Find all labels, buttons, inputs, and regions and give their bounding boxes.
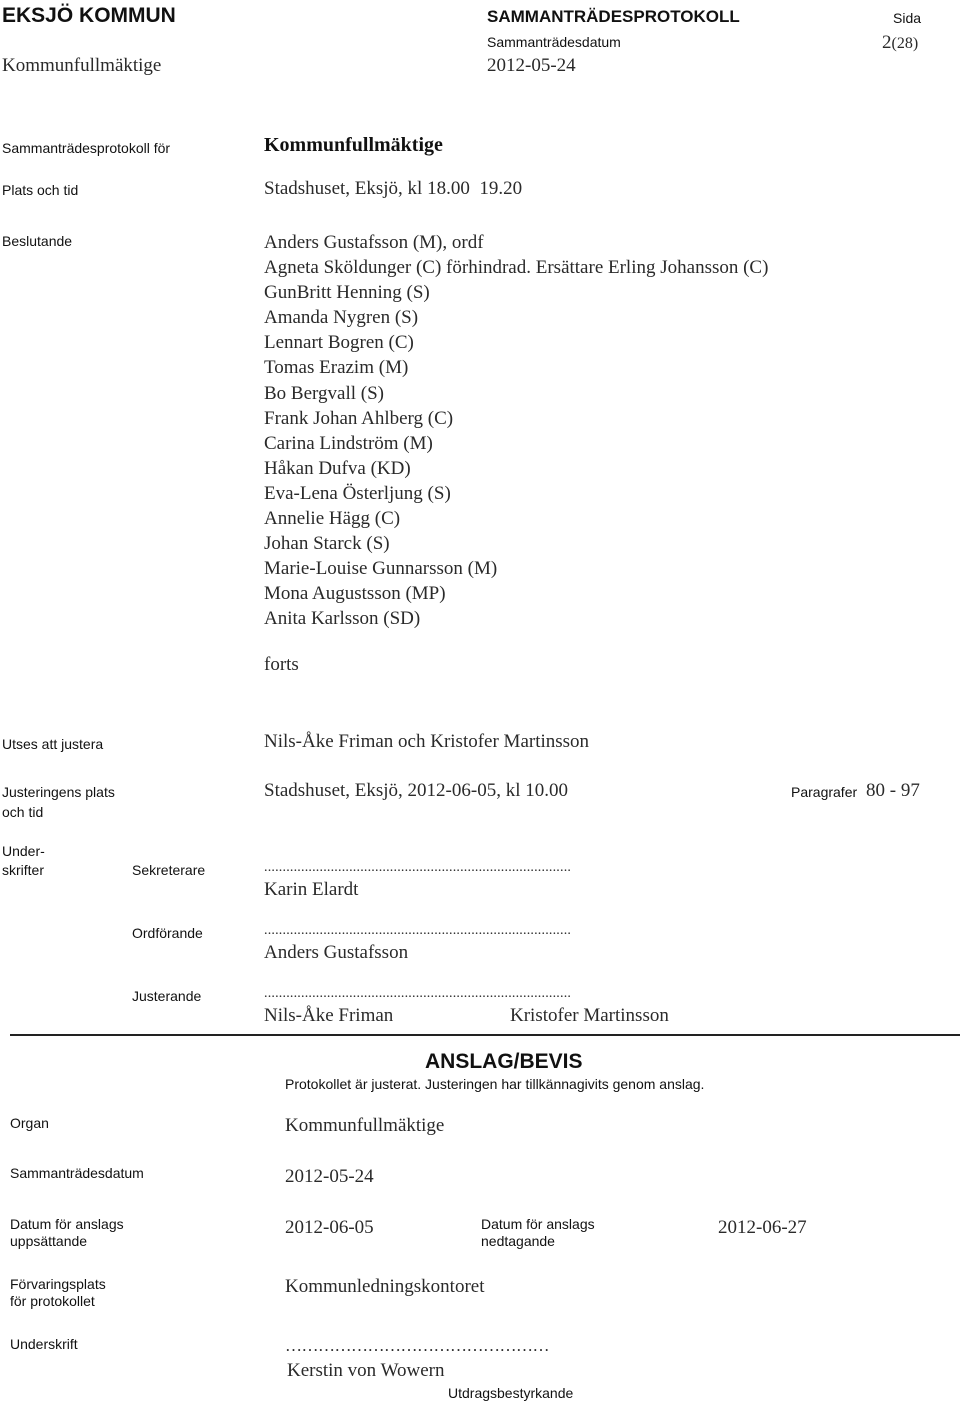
place-time-label: Plats och tid [2,182,79,198]
member-entry: Marie-Louise Gunnarsson (M) [264,558,498,580]
member-entry: Anders Gustafsson (M), ordf [264,232,484,253]
page-current: 2 [882,32,892,53]
member-entry: Håkan Dufva (KD) [264,457,411,479]
member-entry: Mona Augustsson (MP) [264,583,446,605]
protocol-for-label: Sammanträdesprotokoll för [2,140,171,156]
members-list [264,230,768,632]
member-entry: Johan Starck (S) [264,533,390,555]
protocol-for-value: Kommunfullmäktige [264,134,443,156]
signature-name: Kerstin von Wowern [287,1360,445,1381]
adjuster-name-2: Kristofer Martinsson [510,1005,669,1026]
member-entry: GunBritt Henning (S) [264,282,430,304]
storage-label-1: Förvaringsplats [10,1276,106,1292]
organ-value: Kommunfullmäktige [285,1115,445,1136]
adjust-place-label-2: och tid [2,804,44,820]
posted-label-2: uppsättande [10,1233,88,1249]
storage-label-2: för protokollet [10,1293,95,1309]
member-entry: Agneta Sköldunger (C) förhindrad. Ersättare Erling Johansson (C) [264,257,769,279]
adjuster-signature-line: ................................................................................... [264,986,572,1001]
paragraphs-value: 80 - 97 [866,780,920,801]
adjuster-name-1: Nils-Åke Friman [264,1005,394,1026]
doc-type: SAMMANTRÄDESPROTOKOLL [487,7,740,26]
member-entry: Bo Bergvall (S) [264,382,384,404]
member-entry: Lennart Bogren (C) [264,332,414,354]
place-time-value: Stadshuset, Eksjö, kl 18.00 19.20 [264,178,523,199]
adjust-place-label-1: Justeringens plats [2,784,115,800]
member-entry: Frank Johan Ahlberg (C) [264,407,454,429]
signatures-label-1: Under- [2,843,45,859]
certified-label: Utdragsbestyrkande [448,1385,574,1401]
member-entry: Anita Karlsson (SD) [264,608,421,630]
member-entry: Amanda Nygren (S) [264,307,419,329]
adjuster-label: Justerande [132,988,202,1004]
decision-makers-label: Beslutande [2,233,73,249]
secretary-label: Sekreterare [132,862,206,878]
continued-note: forts [264,654,299,675]
signature-line: ………………………………………… [285,1336,549,1355]
adjust-place-value: Stadshuset, Eksjö, 2012-06-05, kl 10.00 [264,780,568,801]
secretary-name: Karin Elardt [264,879,359,900]
notice-date-value: 2012-05-24 [285,1166,374,1187]
posted-label-1: Datum för anslags [10,1216,124,1232]
signatures-label-2: skrifter [2,862,44,878]
page-total: (28) [891,35,919,52]
removed-label-1: Datum för anslags [481,1216,595,1232]
header-date-label: Sammanträdesdatum [487,34,621,50]
member-entry: Annelie Hägg (C) [264,508,401,530]
signature-label: Underskrift [10,1336,78,1352]
member-entry: Carina Lindström (M) [264,432,433,454]
secretary-signature-line: ................................................................................... [264,860,572,875]
organ-label: Organ [10,1115,49,1131]
notice-subtitle: Protokollet är justerat. Justeringen har tillkännagivits genom anslag. [285,1076,705,1092]
appointed-label: Utses att justera [2,736,104,752]
posted-value: 2012-06-05 [285,1217,374,1238]
removed-value: 2012-06-27 [718,1217,807,1238]
notice-date-label: Sammanträdesdatum [10,1165,144,1181]
header-committee: Kommunfullmäktige [2,55,162,76]
section-divider [10,1034,960,1036]
paragraphs-label: Paragrafer [791,784,858,800]
storage-value: Kommunledningskontoret [285,1276,485,1297]
appointed-value: Nils-Åke Friman och Kristofer Martinsson [264,731,590,752]
org-name: EKSJÖ KOMMUN [2,4,176,27]
chair-signature-line: ................................................................................... [264,923,572,938]
chair-name: Anders Gustafsson [264,942,409,963]
page-label: Sida [893,10,922,26]
removed-label-2: nedtagande [481,1233,555,1249]
member-entry: Eva-Lena Österljung (S) [264,482,451,504]
header-date: 2012-05-24 [487,55,576,76]
page-number [882,32,918,54]
notice-title: ANSLAG/BEVIS [425,1050,583,1073]
chair-label: Ordförande [132,925,203,941]
member-entry: Tomas Erazim (M) [264,357,409,379]
